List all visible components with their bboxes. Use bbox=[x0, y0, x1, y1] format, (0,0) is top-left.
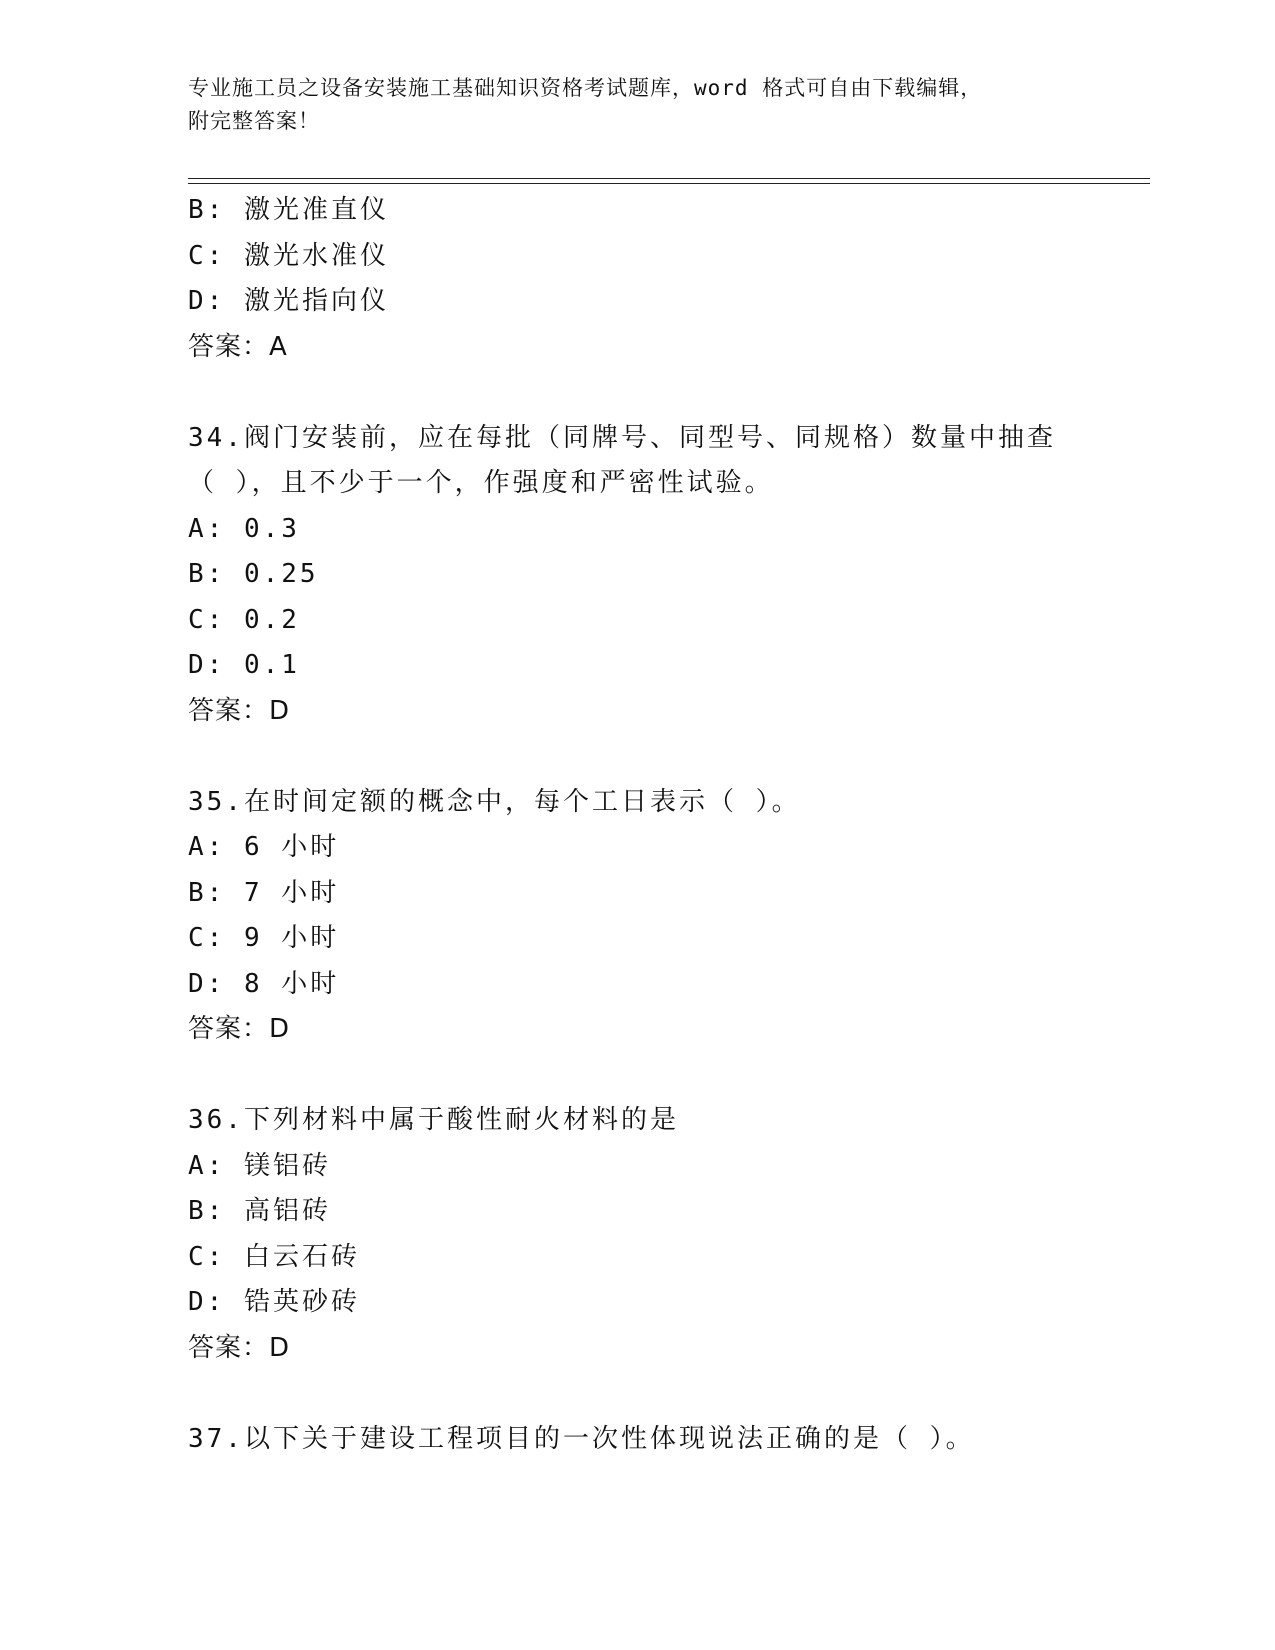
header-line-1: 专业施工员之设备安装施工基础知识资格考试题库，word 格式可自由下载编辑， bbox=[188, 76, 983, 100]
question-36 bbox=[188, 1098, 1088, 1371]
spacer bbox=[188, 1371, 1088, 1417]
question-text: 36.下列材料中属于酸性耐火材料的是 bbox=[188, 1105, 679, 1135]
answer: 答案：D bbox=[188, 1014, 291, 1044]
question-text: 37.以下关于建设工程项目的一次性体现说法正确的是（ ）。 bbox=[188, 1423, 975, 1454]
option-b: B: 7 小时 bbox=[188, 877, 340, 908]
header-divider-bottom bbox=[188, 183, 1150, 184]
option-c: C: 激光水准仪 bbox=[188, 240, 389, 271]
question-text: 35.在时间定额的概念中，每个工日表示（ ）。 bbox=[188, 786, 801, 817]
answer: 答案：A bbox=[188, 331, 288, 362]
option-a: A: 镁铝砖 bbox=[188, 1150, 331, 1181]
option-d: D: 激光指向仪 bbox=[188, 286, 389, 316]
option-c: C: 9 小时 bbox=[188, 923, 340, 953]
option-b: B: 0.25 bbox=[188, 559, 319, 589]
question-list bbox=[188, 188, 1088, 1462]
option-d: D: 8 小时 bbox=[188, 968, 340, 999]
option-b: B: 高铝砖 bbox=[188, 1196, 331, 1226]
spacer bbox=[188, 370, 1088, 416]
question-37 bbox=[188, 1417, 1088, 1463]
option-a: A: 0.3 bbox=[188, 513, 300, 544]
question-33 bbox=[188, 188, 1088, 370]
document-header bbox=[188, 72, 1088, 138]
option-a: A: 6 小时 bbox=[188, 832, 340, 862]
answer: 答案：D bbox=[188, 695, 291, 726]
question-35 bbox=[188, 780, 1088, 1053]
spacer bbox=[188, 734, 1088, 780]
answer: 答案：D bbox=[188, 1332, 291, 1363]
option-d: D: 锆英砂砖 bbox=[188, 1287, 360, 1317]
header-line-2: 附完整答案！ bbox=[188, 109, 320, 133]
spacer bbox=[188, 1053, 1088, 1099]
option-b: B: 激光准直仪 bbox=[188, 195, 389, 225]
option-c: C: 白云石砖 bbox=[188, 1241, 360, 1272]
option-d: D: 0.1 bbox=[188, 650, 300, 680]
header-divider-top bbox=[188, 178, 1150, 179]
question-text: 34.阀门安装前，应在每批（同牌号、同型号、同规格）数量中抽查（ ），且不少于一个，作强度和严密性试验。 bbox=[188, 422, 1056, 498]
option-c: C: 0.2 bbox=[188, 604, 300, 635]
question-34 bbox=[188, 416, 1088, 735]
